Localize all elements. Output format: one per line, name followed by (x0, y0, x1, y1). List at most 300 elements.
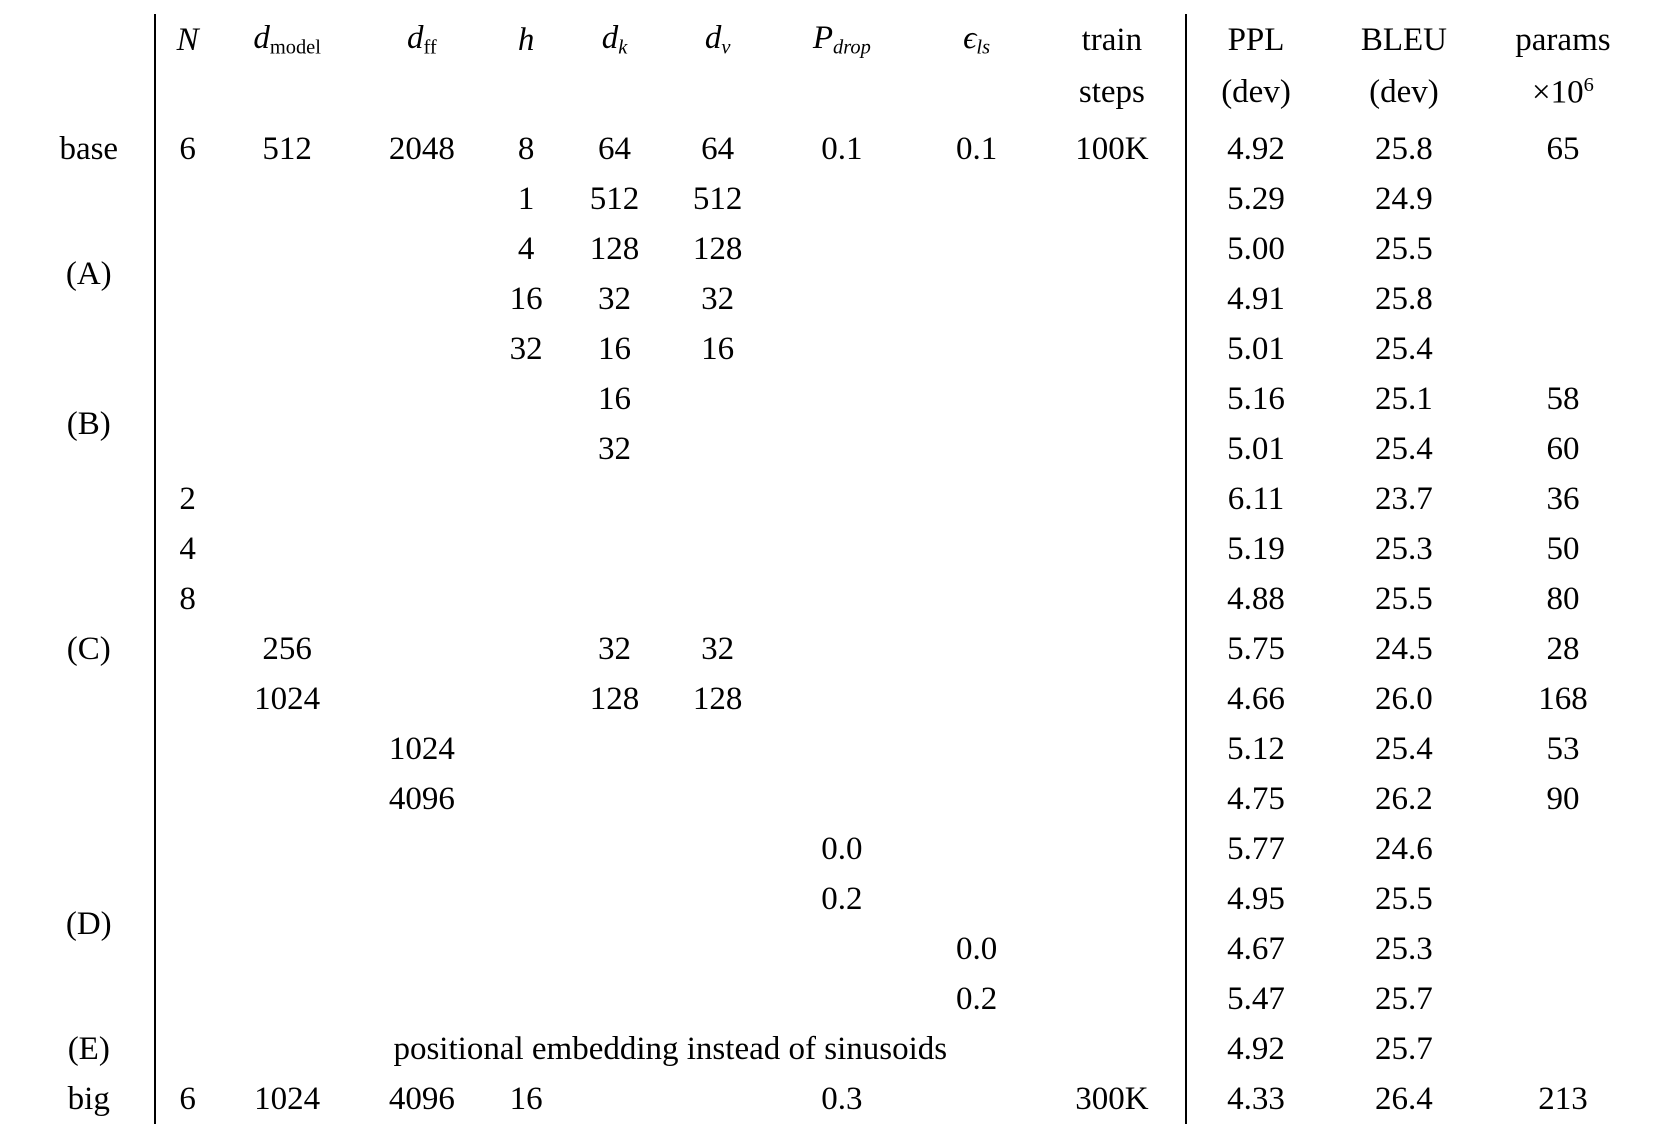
cell-d-ff (355, 424, 490, 474)
cell-d-model (220, 774, 355, 824)
header-d-v: $d_v$ (704, 19, 731, 59)
cell-train-steps (1039, 774, 1186, 824)
cell-d-model (220, 424, 355, 474)
cell-d-k: 64 (597, 130, 631, 167)
cell-eps-ls: 0.0 (955, 930, 998, 967)
cell-d-k: 32 (597, 280, 631, 317)
cell-d-v (666, 474, 769, 524)
cell-ppl: 5.16 (1186, 374, 1325, 424)
table-row (24, 524, 1643, 574)
cell-d-model (220, 374, 355, 424)
cell-N (155, 624, 220, 674)
bottom-rule-cell (1039, 1124, 1186, 1132)
header-row-label (24, 14, 155, 66)
header-d-model: $d_{model}$ (253, 19, 321, 59)
cell-d-v (666, 524, 769, 574)
header-d-k: $d_k$ (601, 19, 628, 59)
cell-d-ff (355, 474, 490, 524)
bottom-rule-cell (769, 1124, 914, 1132)
cell-eps-ls (914, 474, 1038, 524)
cell-h (489, 474, 563, 524)
row-label-base: base (59, 130, 119, 167)
cell-eps-ls (914, 1074, 1038, 1124)
cell-d-k: 128 (589, 230, 640, 267)
cell-bleu: 26.4 (1375, 1080, 1433, 1117)
cell-ppl: 5.00 (1186, 224, 1325, 274)
cell-d-k: 512 (589, 180, 640, 217)
cell-d-ff (355, 224, 490, 274)
cell-train-steps (1039, 224, 1186, 274)
cell-d-ff (355, 374, 490, 424)
cell-eps-ls (914, 724, 1038, 774)
cell-N (155, 974, 220, 1024)
cell-h (489, 874, 563, 924)
table-row (24, 274, 1643, 324)
bottom-rule-cell (1325, 1124, 1483, 1132)
cell-d-v: 32 (701, 280, 735, 317)
cell-bleu: 23.7 (1375, 480, 1433, 517)
cell-d-k (563, 774, 666, 824)
cell-N: 2 (155, 474, 220, 524)
cell-eps-ls (914, 824, 1038, 874)
cell-train-steps: 300K (1075, 1080, 1149, 1117)
cell-p-drop (769, 224, 914, 274)
cell-p-drop (769, 674, 914, 724)
cell-bleu: 26.2 (1375, 780, 1433, 817)
table-row (24, 824, 1643, 874)
header-eps-ls-2 (914, 66, 1038, 124)
cell-bleu: 25.7 (1375, 1030, 1433, 1067)
table-row (24, 674, 1643, 724)
cell-h (489, 524, 563, 574)
cell-bleu: 25.4 (1375, 330, 1433, 367)
cell-eps-ls (914, 674, 1038, 724)
cell-d-model (220, 724, 355, 774)
cell-ppl: 4.92 (1186, 1024, 1325, 1074)
cell-train-steps (1039, 874, 1186, 924)
cell-N (155, 374, 220, 424)
cell-N (155, 924, 220, 974)
table-row (24, 874, 1643, 924)
header-row-label-2 (24, 66, 155, 124)
cell-bleu: 25.3 (1375, 530, 1433, 567)
cell-train-steps (1039, 174, 1186, 224)
cell-d-ff (355, 874, 490, 924)
cell-train-steps (1039, 524, 1186, 574)
bottom-rule-cell (489, 1124, 563, 1132)
cell-p-drop: 0.3 (821, 1080, 863, 1117)
cell-d-k (563, 974, 666, 1024)
cell-p-drop (769, 474, 914, 524)
cell-d-v: 64 (701, 130, 735, 167)
cell-params (1483, 324, 1643, 374)
cell-N: 6 (155, 1074, 220, 1124)
bottom-rule-cell (24, 1124, 155, 1132)
cell-d-v (666, 774, 769, 824)
cell-d-model (220, 474, 355, 524)
table-row (24, 624, 1643, 674)
row-label-big: big (67, 1080, 110, 1117)
cell-p-drop: 0.1 (821, 130, 863, 167)
cell-bleu: 25.1 (1375, 380, 1433, 417)
cell-eps-ls (914, 424, 1038, 474)
cell-ppl: 5.12 (1186, 724, 1325, 774)
cell-params: 168 (1538, 680, 1588, 717)
bottom-rule-cell (220, 1124, 355, 1132)
bottom-rule-cell (914, 1124, 1038, 1132)
cell-d-v (666, 374, 769, 424)
cell-d-model (220, 574, 355, 624)
cell-d-model (220, 924, 355, 974)
cell-d-ff: 4096 (388, 780, 455, 817)
cell-params: 60 (1546, 430, 1580, 467)
cell-ppl: 5.19 (1186, 524, 1325, 574)
cell-bleu: 25.7 (1375, 980, 1433, 1017)
cell-bleu: 24.9 (1375, 180, 1433, 217)
cell-train-steps (1039, 574, 1186, 624)
cell-h (489, 374, 563, 424)
cell-d-ff (355, 824, 490, 874)
cell-d-ff (355, 624, 490, 674)
cell-params: 53 (1546, 730, 1580, 767)
cell-h: 1 (517, 180, 535, 217)
cell-ppl: 5.01 (1186, 424, 1325, 474)
cell-h (489, 624, 563, 674)
cell-train-steps (1039, 824, 1186, 874)
cell-train-steps (1039, 974, 1186, 1024)
cell-p-drop (769, 624, 914, 674)
cell-N: 6 (155, 124, 220, 174)
cell-train-steps (1039, 624, 1186, 674)
cell-h (489, 924, 563, 974)
cell-h: 32 (509, 330, 543, 367)
cell-train-steps (1039, 374, 1186, 424)
cell-d-v (666, 1074, 769, 1124)
cell-params (1483, 1024, 1643, 1074)
cell-d-ff (355, 274, 490, 324)
cell-train-steps (1039, 424, 1186, 474)
cell-d-v: 16 (701, 330, 735, 367)
table-row (24, 224, 1643, 274)
cell-train-steps (1039, 274, 1186, 324)
cell-params: 28 (1546, 630, 1580, 667)
cell-p-drop (769, 974, 914, 1024)
cell-p-drop (769, 774, 914, 824)
table-row-E (24, 1024, 1643, 1074)
cell-d-model (220, 274, 355, 324)
group-label-E: (E) (67, 1030, 110, 1067)
cell-bleu: 25.4 (1375, 430, 1433, 467)
cell-p-drop (769, 424, 914, 474)
cell-ppl: 4.95 (1186, 874, 1325, 924)
cell-train-steps (1039, 474, 1186, 524)
cell-d-v (666, 574, 769, 624)
cell-ppl: 4.92 (1186, 124, 1325, 174)
cell-d-ff (355, 674, 490, 724)
cell-h (489, 674, 563, 724)
cell-h: 4 (517, 230, 535, 267)
bottom-rule-cell (355, 1124, 490, 1132)
cell-eps-ls (914, 574, 1038, 624)
bottom-rule-cell (155, 1124, 220, 1132)
cell-p-drop (769, 374, 914, 424)
cell-params: 50 (1546, 530, 1580, 567)
cell-h: 8 (517, 130, 535, 167)
cell-d-ff: 2048 (388, 130, 455, 167)
cell-d-k: 16 (597, 330, 631, 367)
cell-params (1483, 824, 1643, 874)
cell-N (155, 674, 220, 724)
table-row (24, 374, 1643, 424)
cell-d-v: 32 (701, 630, 735, 667)
cell-bleu: 25.8 (1375, 280, 1433, 317)
cell-ppl: 5.75 (1186, 624, 1325, 674)
cell-bleu: 25.4 (1375, 730, 1433, 767)
header-eps-ls: $\epsilon_{ls}$ (963, 19, 991, 59)
cell-params (1483, 924, 1643, 974)
table-row (24, 474, 1643, 524)
bottom-rule-cell (1186, 1124, 1325, 1132)
cell-ppl: 4.66 (1186, 674, 1325, 724)
cell-ppl: 4.67 (1186, 924, 1325, 974)
cell-d-k (563, 824, 666, 874)
cell-d-v (666, 424, 769, 474)
cell-ppl: 4.88 (1186, 574, 1325, 624)
cell-p-drop (769, 174, 914, 224)
cell-train-steps (1039, 724, 1186, 774)
cell-N: 8 (155, 574, 220, 624)
header-d-model-2 (220, 66, 355, 124)
cell-d-v: 512 (692, 180, 743, 217)
cell-p-drop (769, 724, 914, 774)
cell-d-k (563, 474, 666, 524)
cell-p-drop (769, 524, 914, 574)
cell-d-ff: 4096 (388, 1080, 455, 1117)
cell-d-ff (355, 924, 490, 974)
cell-N (155, 824, 220, 874)
cell-params (1483, 274, 1643, 324)
table-row (24, 774, 1643, 824)
group-label-C: (C) (66, 630, 111, 667)
cell-E-note: positional embedding instead of sinusoids (155, 1024, 1187, 1074)
cell-train-steps (1039, 924, 1186, 974)
cell-d-v (666, 874, 769, 924)
cell-h (489, 974, 563, 1024)
header-train-steps-line2: steps (1078, 73, 1145, 110)
cell-d-model (220, 224, 355, 274)
cell-bleu: 25.3 (1375, 930, 1433, 967)
header-d-ff: $d_{ff}$ (406, 19, 437, 59)
cell-train-steps (1039, 324, 1186, 374)
cell-params (1483, 974, 1643, 1024)
transformer-ablation-table (24, 14, 1644, 1132)
header-train-steps-line1: train (1081, 21, 1143, 58)
header-p-drop: $P_{drop}$ (812, 19, 871, 59)
cell-params: 80 (1546, 580, 1580, 617)
cell-eps-ls: 0.1 (955, 130, 998, 167)
cell-ppl: 5.01 (1186, 324, 1325, 374)
cell-h: 16 (509, 280, 543, 317)
header-ppl-line1: PPL (1186, 14, 1325, 66)
table-container (0, 14, 1668, 1117)
bottom-rule-cell (563, 1124, 666, 1132)
cell-d-ff (355, 524, 490, 574)
cell-ppl: 4.75 (1186, 774, 1325, 824)
bottom-rule-cell (1483, 1124, 1643, 1132)
cell-eps-ls (914, 224, 1038, 274)
cell-N (155, 224, 220, 274)
cell-params (1483, 174, 1643, 224)
cell-eps-ls (914, 174, 1038, 224)
cell-ppl: 5.29 (1186, 174, 1325, 224)
cell-d-model (220, 874, 355, 924)
cell-d-model (220, 824, 355, 874)
cell-eps-ls (914, 374, 1038, 424)
cell-d-k (563, 1074, 666, 1124)
header-p-drop-2 (769, 66, 914, 124)
cell-d-k (563, 924, 666, 974)
cell-eps-ls (914, 524, 1038, 574)
table-row (24, 424, 1643, 474)
cell-bleu: 24.5 (1375, 630, 1433, 667)
cell-N: 4 (155, 524, 220, 574)
cell-p-drop (769, 274, 914, 324)
cell-N (155, 874, 220, 924)
cell-params: 65 (1546, 130, 1580, 167)
bottom-rule-cell (666, 1124, 769, 1132)
cell-params: 58 (1546, 380, 1580, 417)
cell-bleu: 26.0 (1375, 680, 1433, 717)
table-row (24, 324, 1643, 374)
cell-params: 90 (1546, 780, 1580, 817)
cell-d-model: 1024 (254, 1080, 321, 1117)
cell-d-ff (355, 324, 490, 374)
cell-d-model: 1024 (254, 680, 321, 717)
cell-eps-ls (914, 324, 1038, 374)
cell-p-drop (769, 924, 914, 974)
cell-bleu: 25.5 (1375, 230, 1433, 267)
header-N-2 (155, 66, 220, 124)
header-params-line2: $\times 10^6$ (1532, 73, 1594, 111)
cell-params: 36 (1546, 480, 1580, 517)
cell-eps-ls (914, 624, 1038, 674)
cell-d-k (563, 874, 666, 924)
cell-d-v (666, 724, 769, 774)
table-row (24, 924, 1643, 974)
cell-d-model: 512 (262, 130, 312, 167)
cell-eps-ls (914, 774, 1038, 824)
cell-p-drop: 0.0 (821, 830, 863, 867)
cell-bleu: 25.8 (1375, 130, 1433, 167)
cell-d-k (563, 724, 666, 774)
header-d-k-2 (563, 66, 666, 124)
cell-train-steps (1039, 674, 1186, 724)
cell-train-steps: 100K (1075, 130, 1149, 167)
cell-ppl: 5.77 (1186, 824, 1325, 874)
table-row (24, 574, 1643, 624)
cell-d-ff (355, 174, 490, 224)
cell-params (1483, 874, 1643, 924)
cell-N (155, 774, 220, 824)
cell-d-k (563, 524, 666, 574)
cell-d-model: 256 (262, 630, 312, 667)
cell-h (489, 824, 563, 874)
cell-d-model (220, 174, 355, 224)
cell-params (1483, 224, 1643, 274)
table-bottom-rule (24, 1124, 1643, 1132)
header-h: h (517, 21, 535, 58)
cell-d-k: 16 (597, 380, 631, 417)
cell-d-v (666, 974, 769, 1024)
cell-ppl: 4.91 (1186, 274, 1325, 324)
cell-h (489, 424, 563, 474)
header-bleu-line1: BLEU (1360, 21, 1448, 58)
cell-h (489, 574, 563, 624)
cell-bleu: 25.5 (1375, 580, 1433, 617)
header-h-2 (489, 66, 563, 124)
cell-eps-ls (914, 274, 1038, 324)
header-bleu-line2: (dev) (1369, 73, 1439, 110)
cell-ppl: 4.33 (1186, 1074, 1325, 1124)
header-N: N (155, 14, 220, 66)
cell-p-drop: 0.2 (821, 880, 863, 917)
header-row-line2 (24, 66, 1643, 124)
table-row (24, 174, 1643, 224)
cell-d-model (220, 524, 355, 574)
cell-p-drop (769, 574, 914, 624)
group-label-D: (D) (65, 905, 112, 942)
cell-h: 16 (509, 1080, 543, 1117)
cell-d-model (220, 974, 355, 1024)
cell-d-v: 128 (692, 230, 743, 267)
cell-d-v (666, 924, 769, 974)
cell-params: 213 (1538, 1080, 1588, 1117)
cell-N (155, 324, 220, 374)
group-label-A: (A) (65, 255, 112, 292)
header-ppl-line2: (dev) (1186, 66, 1325, 124)
cell-d-ff (355, 574, 490, 624)
cell-eps-ls: 0.2 (955, 980, 998, 1017)
cell-bleu: 25.5 (1375, 880, 1433, 917)
group-label-B: (B) (66, 405, 111, 442)
table-row (24, 974, 1643, 1024)
cell-p-drop (769, 324, 914, 374)
cell-N (155, 274, 220, 324)
cell-N (155, 724, 220, 774)
cell-h (489, 774, 563, 824)
cell-d-ff (355, 974, 490, 1024)
header-row-line1 (24, 14, 1643, 66)
cell-eps-ls (914, 874, 1038, 924)
table-row (24, 724, 1643, 774)
cell-d-k: 32 (597, 630, 631, 667)
cell-ppl: 5.47 (1186, 974, 1325, 1024)
cell-N (155, 174, 220, 224)
cell-bleu: 24.6 (1375, 830, 1433, 867)
cell-d-v: 128 (692, 680, 743, 717)
cell-d-model (220, 324, 355, 374)
table-row-base (24, 124, 1643, 174)
cell-d-k (563, 574, 666, 624)
cell-d-k: 32 (597, 430, 631, 467)
table-row-big (24, 1074, 1643, 1124)
cell-h (489, 724, 563, 774)
header-d-ff-2 (355, 66, 490, 124)
cell-d-v (666, 824, 769, 874)
cell-N (155, 424, 220, 474)
cell-d-ff: 1024 (388, 730, 455, 767)
cell-d-k: 128 (589, 680, 640, 717)
